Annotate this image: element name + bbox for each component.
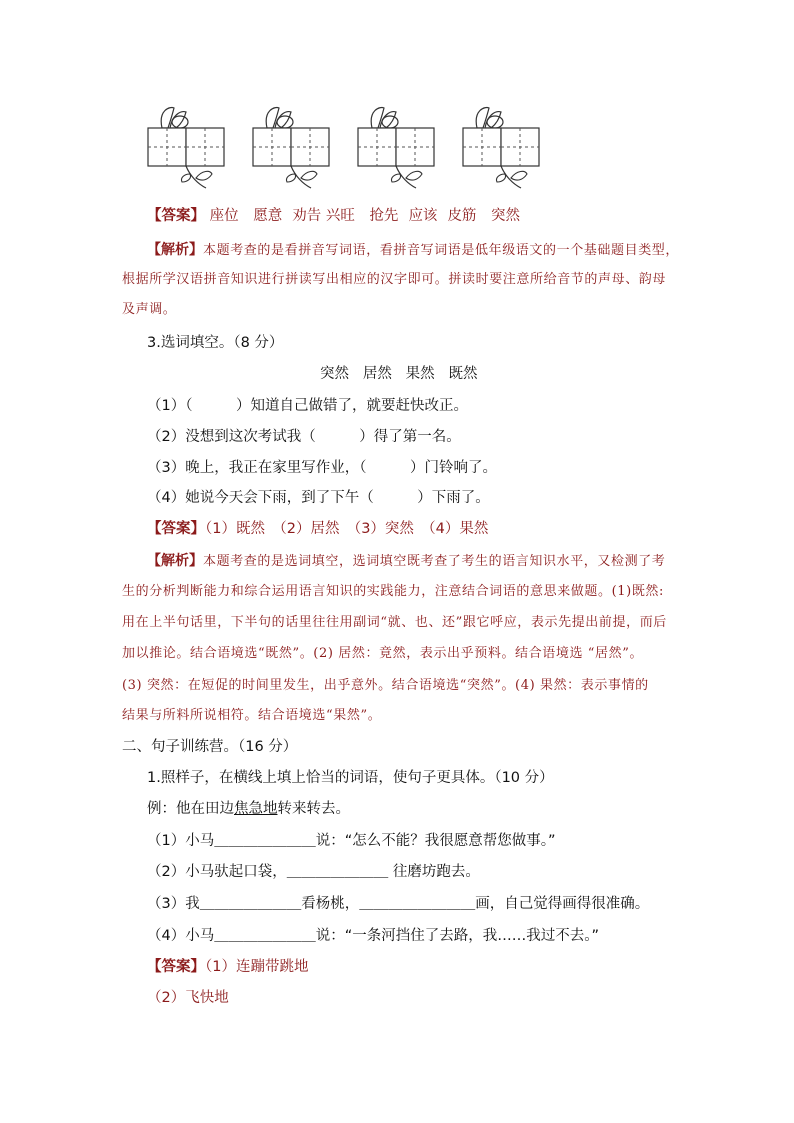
writing-field-1: [140, 100, 230, 192]
answer-q2: [147, 206, 530, 226]
pinyin-writing-fields: [140, 100, 560, 192]
q3-item-3: （3）晚上，我正在家里写作业，（ ）门铃响了。: [147, 460, 497, 476]
answer-word: 皮筋: [447, 208, 477, 224]
answer-word: 兴旺: [325, 208, 355, 224]
q3-item-2: （2）没想到这次考试我（ ）得了第一名。: [147, 429, 461, 445]
answer-tag: 【答案】: [147, 208, 205, 224]
s2-item-2: （2）小马驮起口袋，＿＿＿＿＿＿＿ 往磨坊跑去。: [147, 864, 480, 880]
answer-word: 抢先: [369, 208, 399, 224]
analysis-q2-line-1: [147, 240, 679, 261]
answer-word: 座位: [209, 208, 239, 224]
s2-item-1: （1）小马＿＿＿＿＿＿＿说：“怎么不能？我很愿意帮您做事。”: [147, 833, 556, 849]
answer-q3: [147, 519, 488, 539]
answer-tag: 【答案】: [147, 521, 205, 537]
option-word: 果然: [405, 366, 435, 382]
answer-word: 劝告: [292, 208, 322, 224]
answer-word: 突然: [491, 208, 521, 224]
answer-text: （1）既然 （2）居然 （3）突然 （4）果然: [205, 521, 489, 537]
example-underlined-word: 焦急地: [234, 801, 278, 817]
analysis-q3-line-4: 加以推论。结合语境选“既然”。(2) 居然：竟然，表示出乎预料。结合语境选 “居然”。: [122, 646, 644, 661]
option-word: 既然: [448, 366, 478, 382]
analysis-text: 本题考查的是看拼音写词语，看拼音写词语是低年级语文的一个基础题目类型，: [203, 243, 680, 258]
answer-s2-q1: [147, 957, 308, 977]
answer-item: （1）连蹦带跳地: [205, 959, 309, 975]
analysis-q2-line-3: 及声调。: [122, 302, 177, 317]
analysis-q3-line-5: (3) 突然：在短促的时间里发生，出乎意外。结合语境选“突然”。(4) 果然：表示事情的: [122, 678, 649, 693]
example-suffix: 转来转去。: [277, 801, 350, 817]
q3-options: [320, 364, 477, 384]
analysis-q3-line-1: [147, 551, 665, 572]
q3-item-1: （1）（ ）知道自己做错了，就要赶快改正。: [147, 398, 468, 414]
example-prefix: 例：他在田边: [147, 801, 234, 817]
s2-example: [147, 799, 350, 819]
s2-item-4: （4）小马＿＿＿＿＿＿＿说：“一条河挡住了去路，我……我过不去。”: [147, 928, 599, 944]
writing-field-3: [350, 100, 440, 192]
analysis-q3-line-6: 结果与所料所说相符。结合语境选“果然”。: [122, 708, 382, 723]
analysis-q2-line-2: 根据所学汉语拼音知识进行拼读写出相应的汉字即可。拼读时要注意所给音节的声母、韵母: [122, 272, 667, 287]
option-word: 居然: [362, 366, 392, 382]
option-word: 突然: [320, 366, 349, 382]
analysis-tag: 【解析】: [147, 553, 203, 569]
analysis-q3-line-3: 用在上半句话里，下半句的话里往往用副词“就、也、还”跟它呼应，表示先提出前提，而后: [122, 615, 667, 630]
analysis-q3-line-2: 生的分析判断能力和综合运用语言知识的实践能力，注意结合词语的意思来做题。(1)既然:: [122, 584, 664, 599]
answer-tag: 【答案】: [147, 959, 205, 975]
s2-q1-title: 1.照样子，在横线上填上恰当的词语，使句子更具体。（10 分）: [147, 770, 554, 786]
writing-field-4: [455, 100, 545, 192]
answer-word: 应该: [408, 208, 438, 224]
q3-title: 3.选词填空。（8 分）: [147, 335, 284, 351]
analysis-text: 本题考查的是选词填空，选词填空既考查了考生的语言知识水平，又检测了考: [203, 554, 666, 569]
q3-item-4: （4）她说今天会下雨，到了下午（ ）下雨了。: [147, 490, 490, 506]
analysis-tag: 【解析】: [147, 242, 203, 258]
writing-field-2: [245, 100, 335, 192]
answer-word: 愿意: [253, 208, 283, 224]
answer-s2-q1-item-2: （2）飞快地: [147, 990, 229, 1006]
s2-item-3: （3）我＿＿＿＿＿＿＿看杨桃，＿＿＿＿＿＿＿＿画，自己觉得画得很准确。: [147, 896, 650, 912]
section-2-title: 二、句子训练营。（16 分）: [122, 739, 298, 755]
